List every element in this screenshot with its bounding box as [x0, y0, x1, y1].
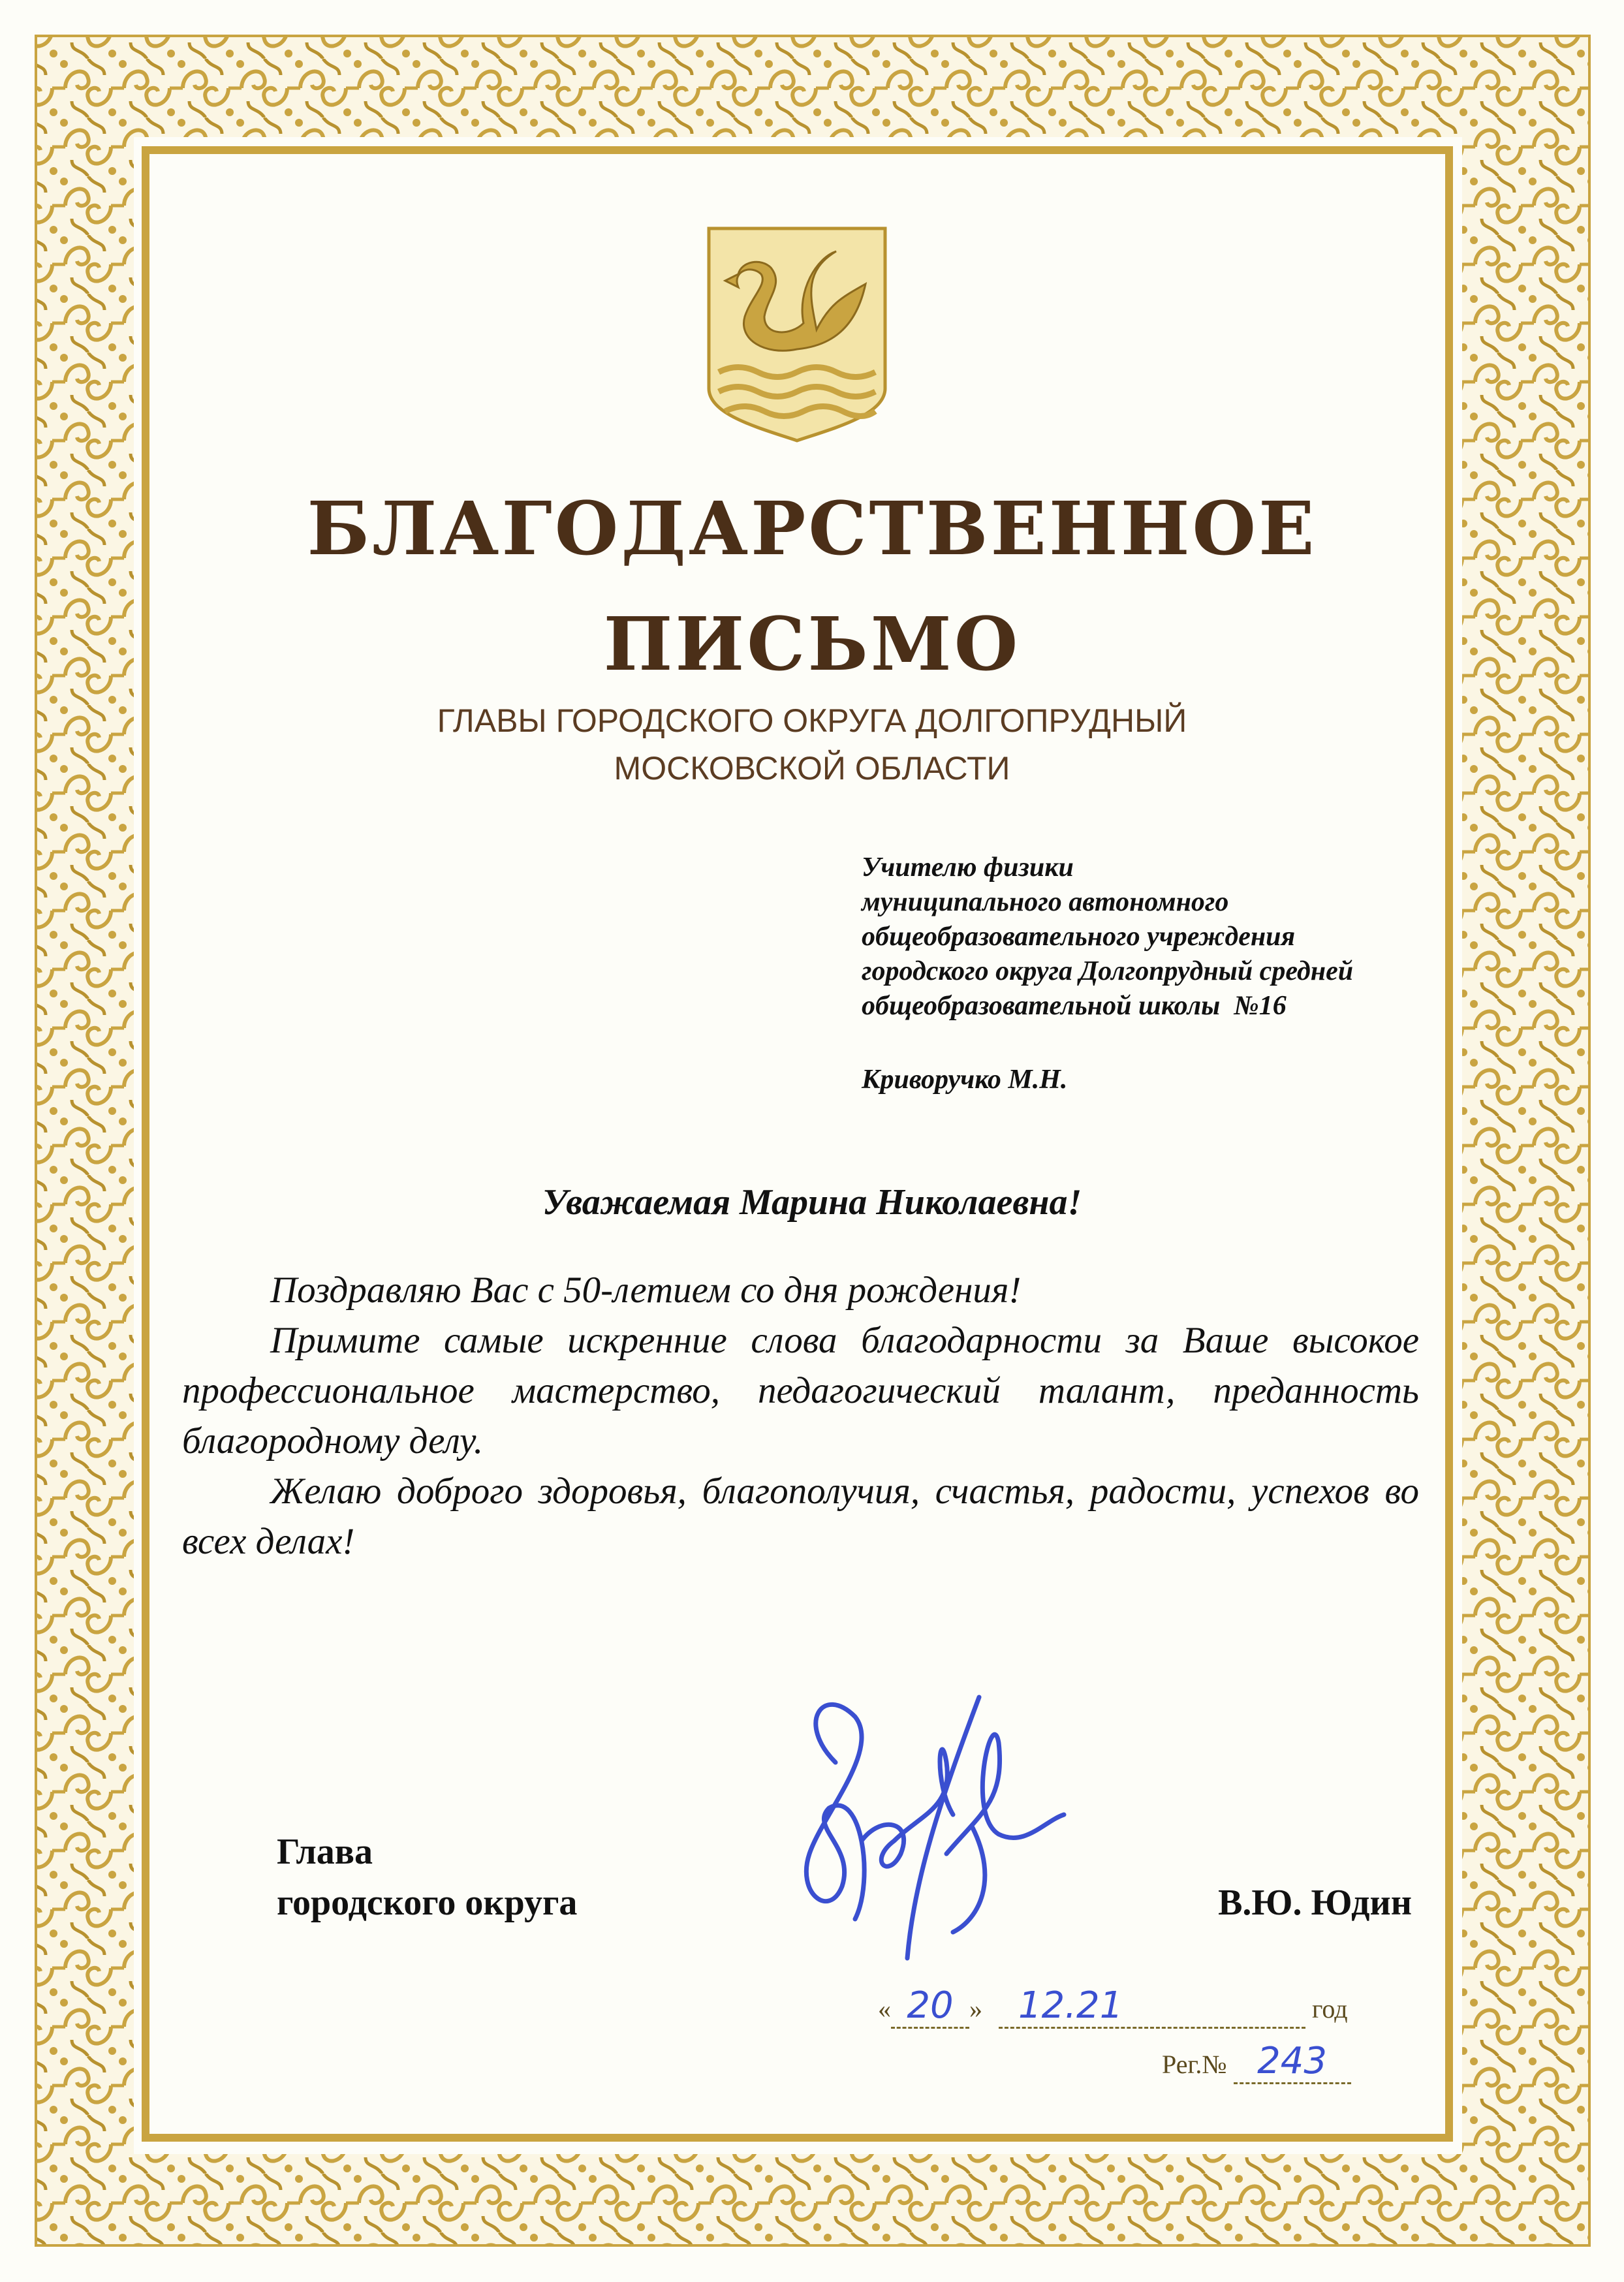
registration-field	[1234, 2040, 1351, 2084]
recipient-block	[862, 851, 1353, 1097]
recipient-name: Криворучко М.Н.	[862, 1065, 1068, 1095]
recipient-line: муниципального автономного	[862, 887, 1229, 917]
date-line	[878, 1984, 1348, 2029]
handwritten-signature	[783, 1684, 1097, 1997]
subtitle-line1: ГЛАВЫ ГОРОДСКОГО ОКРУГА ДОЛГОПРУДНЫЙ	[437, 702, 1187, 739]
signatory-title-line1: Глава	[277, 1832, 373, 1872]
city-coat-of-arms-emblem	[706, 225, 888, 444]
letter-body	[182, 1265, 1419, 1567]
recipient-line: Учителю физики	[862, 852, 1074, 883]
date-month-year-value: 12.21	[1018, 1984, 1123, 2027]
year-label: год	[1312, 1994, 1348, 2024]
document-title-line2: ПИСЬМО	[603, 602, 1021, 687]
registration-number: 243	[1257, 2040, 1327, 2082]
greeting: Уважаемая Марина Николаевна!	[542, 1182, 1082, 1223]
recipient-line: городского округа Долгопрудный средней	[862, 956, 1354, 986]
signatory-name: В.Ю. Юдин	[1218, 1883, 1412, 1923]
body-paragraph: Поздравляю Вас с 50-летием со дня рождения!	[270, 1270, 1022, 1311]
document-title-line1: БЛАГОДАРСТВЕННОЕ	[307, 486, 1317, 572]
body-paragraph: Примите самые искренние слова благодарности за Ваше высокое профессиональное мастерство, педагогический талант, преданность благородному делу.	[182, 1320, 1419, 1461]
body-paragraph: Желаю доброго здоровья, благополучия, счастья, радости, успехов во всех делах!	[182, 1471, 1419, 1562]
registration-label: Рег.№	[1162, 2050, 1227, 2079]
registration-line	[1162, 2040, 1351, 2084]
date-day-value: 20	[907, 1984, 954, 2027]
recipient-line: общеобразовательной школы №16	[862, 991, 1287, 1021]
recipient-line: общеобразовательного учреждения	[862, 922, 1296, 952]
signatory-title-line2: городского округа	[277, 1883, 578, 1923]
date-day-field	[891, 1984, 969, 2029]
date-close-quote: »	[969, 1994, 982, 2024]
date-open-quote: «	[878, 1994, 891, 2024]
subtitle-line2: МОСКОВСКОЙ ОБЛАСТИ	[614, 750, 1010, 787]
date-month-field	[999, 1984, 1305, 2029]
